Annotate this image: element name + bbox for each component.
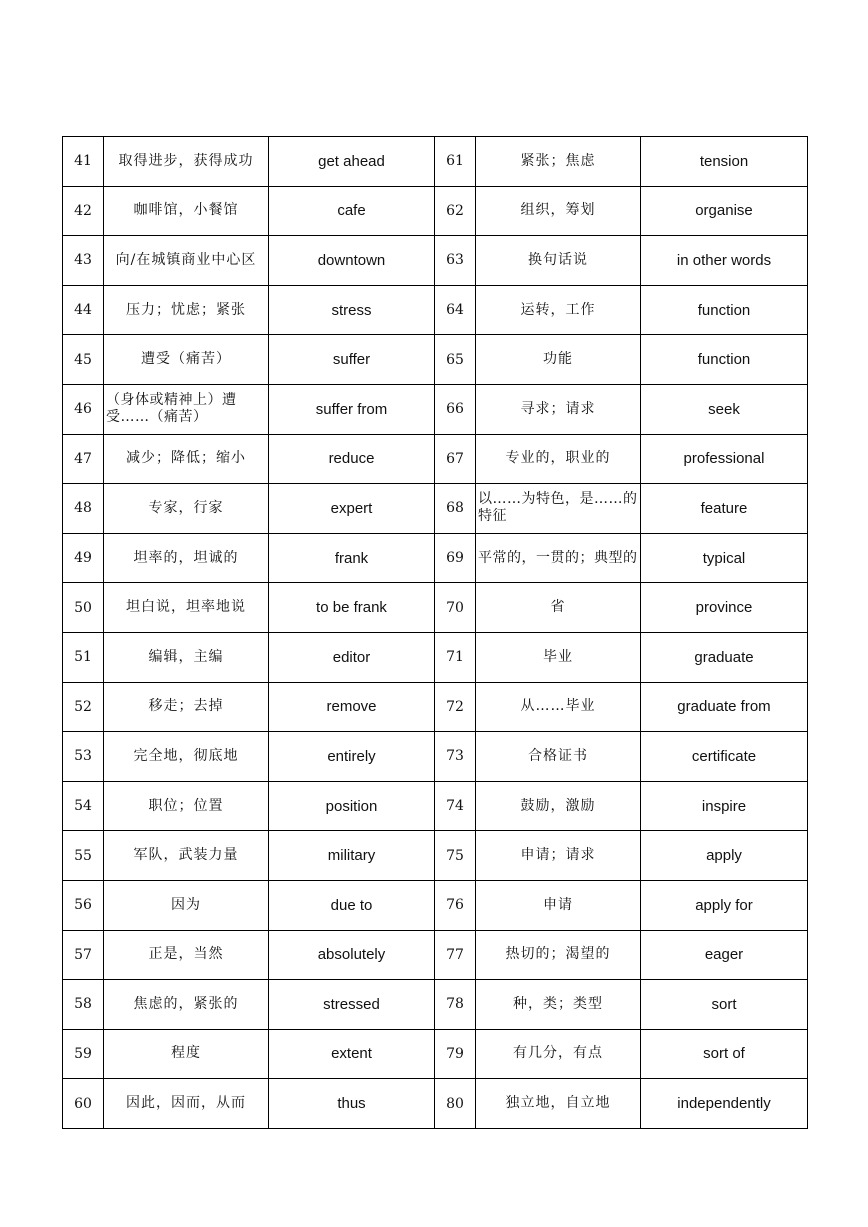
entry-number: 79 bbox=[435, 1029, 476, 1079]
table-row bbox=[63, 335, 808, 385]
chinese-meaning: 移走；去掉 bbox=[104, 682, 269, 732]
entry-number: 58 bbox=[63, 980, 104, 1030]
table-row bbox=[63, 732, 808, 782]
chinese-meaning: 完全地，彻底地 bbox=[104, 732, 269, 782]
english-term: sort bbox=[641, 980, 808, 1030]
table-row bbox=[63, 831, 808, 881]
chinese-meaning: 因为 bbox=[104, 880, 269, 930]
table-row bbox=[63, 1029, 808, 1079]
english-term: military bbox=[269, 831, 435, 881]
english-term: seek bbox=[641, 384, 808, 434]
chinese-meaning: 合格证书 bbox=[476, 732, 641, 782]
entry-number: 55 bbox=[63, 831, 104, 881]
chinese-meaning: 咖啡馆，小餐馆 bbox=[104, 186, 269, 236]
english-term: certificate bbox=[641, 732, 808, 782]
entry-number: 73 bbox=[435, 732, 476, 782]
entry-number: 66 bbox=[435, 384, 476, 434]
entry-number: 59 bbox=[63, 1029, 104, 1079]
entry-number: 50 bbox=[63, 583, 104, 633]
table-row bbox=[63, 236, 808, 286]
english-term: suffer from bbox=[269, 384, 435, 434]
english-term: thus bbox=[269, 1079, 435, 1129]
english-term: function bbox=[641, 335, 808, 385]
english-term: frank bbox=[269, 533, 435, 583]
entry-number: 51 bbox=[63, 632, 104, 682]
table-row bbox=[63, 930, 808, 980]
entry-number: 53 bbox=[63, 732, 104, 782]
entry-number: 74 bbox=[435, 781, 476, 831]
chinese-meaning: 取得进步，获得成功 bbox=[104, 137, 269, 187]
entry-number: 61 bbox=[435, 137, 476, 187]
english-term: absolutely bbox=[269, 930, 435, 980]
chinese-meaning: 专业的，职业的 bbox=[476, 434, 641, 484]
table-row bbox=[63, 632, 808, 682]
entry-number: 76 bbox=[435, 880, 476, 930]
english-term: entirely bbox=[269, 732, 435, 782]
chinese-meaning: 职位；位置 bbox=[104, 781, 269, 831]
entry-number: 57 bbox=[63, 930, 104, 980]
chinese-meaning: （身体或精神上）遭受……（痛苦） bbox=[104, 384, 269, 434]
entry-number: 60 bbox=[63, 1079, 104, 1129]
chinese-meaning: 种，类；类型 bbox=[476, 980, 641, 1030]
entry-number: 68 bbox=[435, 484, 476, 534]
chinese-meaning: 独立地，自立地 bbox=[476, 1079, 641, 1129]
chinese-meaning: 平常的，一贯的；典型的 bbox=[476, 533, 641, 583]
english-term: sort of bbox=[641, 1029, 808, 1079]
entry-number: 54 bbox=[63, 781, 104, 831]
english-term: feature bbox=[641, 484, 808, 534]
chinese-meaning: 申请 bbox=[476, 880, 641, 930]
english-term: cafe bbox=[269, 186, 435, 236]
english-term: stress bbox=[269, 285, 435, 335]
entry-number: 64 bbox=[435, 285, 476, 335]
chinese-meaning: 向/在城镇商业中心区 bbox=[104, 236, 269, 286]
english-term: professional bbox=[641, 434, 808, 484]
chinese-meaning: 以……为特色，是……的特征 bbox=[476, 484, 641, 534]
english-term: expert bbox=[269, 484, 435, 534]
entry-number: 65 bbox=[435, 335, 476, 385]
chinese-meaning: 坦白说，坦率地说 bbox=[104, 583, 269, 633]
chinese-meaning: 热切的；渴望的 bbox=[476, 930, 641, 980]
chinese-meaning: 军队，武装力量 bbox=[104, 831, 269, 881]
table-row bbox=[63, 186, 808, 236]
table-row bbox=[63, 583, 808, 633]
entry-number: 78 bbox=[435, 980, 476, 1030]
entry-number: 43 bbox=[63, 236, 104, 286]
entry-number: 63 bbox=[435, 236, 476, 286]
english-term: downtown bbox=[269, 236, 435, 286]
english-term: remove bbox=[269, 682, 435, 732]
entry-number: 62 bbox=[435, 186, 476, 236]
table-row bbox=[63, 434, 808, 484]
chinese-meaning: 有几分，有点 bbox=[476, 1029, 641, 1079]
chinese-meaning: 紧张；焦虑 bbox=[476, 137, 641, 187]
table-row bbox=[63, 384, 808, 434]
chinese-meaning: 焦虑的，紧张的 bbox=[104, 980, 269, 1030]
entry-number: 49 bbox=[63, 533, 104, 583]
chinese-meaning: 编辑，主编 bbox=[104, 632, 269, 682]
english-term: get ahead bbox=[269, 137, 435, 187]
table-row bbox=[63, 781, 808, 831]
chinese-meaning: 省 bbox=[476, 583, 641, 633]
entry-number: 45 bbox=[63, 335, 104, 385]
chinese-meaning: 压力；忧虑；紧张 bbox=[104, 285, 269, 335]
table-row bbox=[63, 285, 808, 335]
english-term: reduce bbox=[269, 434, 435, 484]
entry-number: 67 bbox=[435, 434, 476, 484]
english-term: function bbox=[641, 285, 808, 335]
entry-number: 52 bbox=[63, 682, 104, 732]
english-term: to be frank bbox=[269, 583, 435, 633]
table-row bbox=[63, 533, 808, 583]
entry-number: 69 bbox=[435, 533, 476, 583]
entry-number: 75 bbox=[435, 831, 476, 881]
english-term: position bbox=[269, 781, 435, 831]
chinese-meaning: 因此，因而，从而 bbox=[104, 1079, 269, 1129]
table-row bbox=[63, 980, 808, 1030]
english-term: organise bbox=[641, 186, 808, 236]
english-term: graduate bbox=[641, 632, 808, 682]
chinese-meaning: 换句话说 bbox=[476, 236, 641, 286]
chinese-meaning: 功能 bbox=[476, 335, 641, 385]
table-row bbox=[63, 682, 808, 732]
entry-number: 44 bbox=[63, 285, 104, 335]
english-term: apply bbox=[641, 831, 808, 881]
english-term: suffer bbox=[269, 335, 435, 385]
entry-number: 80 bbox=[435, 1079, 476, 1129]
entry-number: 71 bbox=[435, 632, 476, 682]
english-term: inspire bbox=[641, 781, 808, 831]
chinese-meaning: 运转，工作 bbox=[476, 285, 641, 335]
chinese-meaning: 从……毕业 bbox=[476, 682, 641, 732]
entry-number: 77 bbox=[435, 930, 476, 980]
english-term: extent bbox=[269, 1029, 435, 1079]
vocabulary-table bbox=[62, 136, 808, 1129]
english-term: typical bbox=[641, 533, 808, 583]
entry-number: 46 bbox=[63, 384, 104, 434]
entry-number: 48 bbox=[63, 484, 104, 534]
entry-number: 41 bbox=[63, 137, 104, 187]
english-term: stressed bbox=[269, 980, 435, 1030]
entry-number: 70 bbox=[435, 583, 476, 633]
table-row bbox=[63, 1079, 808, 1129]
entry-number: 56 bbox=[63, 880, 104, 930]
entry-number: 47 bbox=[63, 434, 104, 484]
table-row bbox=[63, 484, 808, 534]
chinese-meaning: 组织，筹划 bbox=[476, 186, 641, 236]
chinese-meaning: 鼓励，激励 bbox=[476, 781, 641, 831]
vocabulary-table-body bbox=[63, 137, 808, 1129]
chinese-meaning: 毕业 bbox=[476, 632, 641, 682]
english-term: due to bbox=[269, 880, 435, 930]
chinese-meaning: 寻求；请求 bbox=[476, 384, 641, 434]
english-term: apply for bbox=[641, 880, 808, 930]
english-term: province bbox=[641, 583, 808, 633]
chinese-meaning: 遭受（痛苦） bbox=[104, 335, 269, 385]
chinese-meaning: 正是，当然 bbox=[104, 930, 269, 980]
english-term: tension bbox=[641, 137, 808, 187]
english-term: independently bbox=[641, 1079, 808, 1129]
chinese-meaning: 程度 bbox=[104, 1029, 269, 1079]
entry-number: 42 bbox=[63, 186, 104, 236]
chinese-meaning: 坦率的，坦诚的 bbox=[104, 533, 269, 583]
english-term: in other words bbox=[641, 236, 808, 286]
chinese-meaning: 减少；降低；缩小 bbox=[104, 434, 269, 484]
english-term: graduate from bbox=[641, 682, 808, 732]
english-term: editor bbox=[269, 632, 435, 682]
chinese-meaning: 专家，行家 bbox=[104, 484, 269, 534]
table-row bbox=[63, 880, 808, 930]
table-row bbox=[63, 137, 808, 187]
entry-number: 72 bbox=[435, 682, 476, 732]
chinese-meaning: 申请；请求 bbox=[476, 831, 641, 881]
english-term: eager bbox=[641, 930, 808, 980]
